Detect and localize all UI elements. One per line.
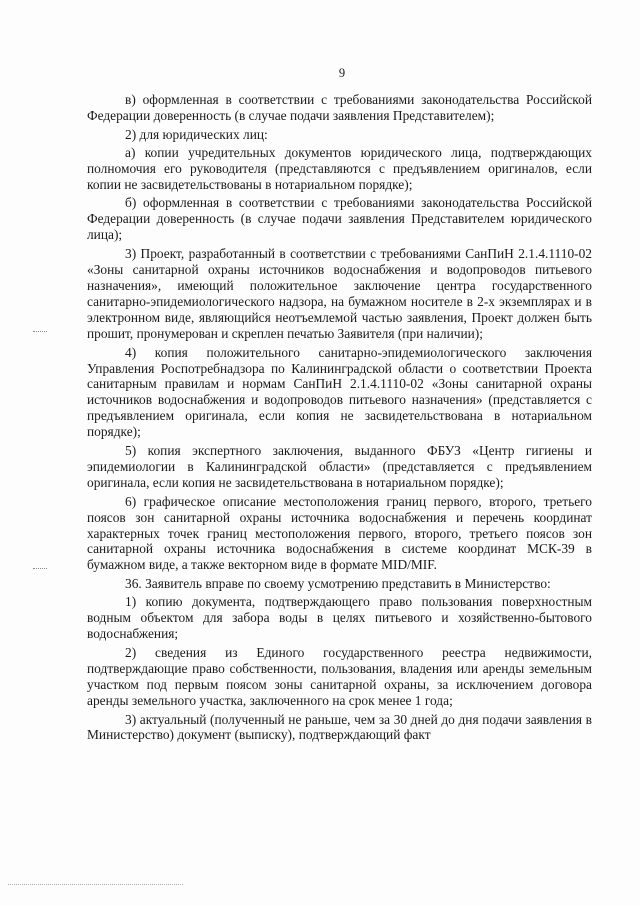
paragraph-legal-entities-heading: 2) для юридических лиц: [125,126,268,142]
paragraph-item-3-project: 3) Проект, разработанный в соответствии с требованиями СанПиН 2.1.4.1110-02 «Зоны санитарной охраны источников водоснабжения и водопроводов питьевого назначения», имеющий положительное заключение центра государственного санитарно-эпидемиологического надзора, на бумажном носителе в 2-х экземплярах и в электронном виде, являющийся неотъемлемой частью заявления, Проект должен быть прошит, пронумерован и скреплен печатью Заявителя (при наличии); [87,246,592,341]
paragraph-clause-36-item-1: 1) копию документа, подтверждающего право пользования поверхностным водным объектом для забора воды в целях питьевого и хозяйственно-бытового водоснабжения; [87,594,592,641]
margin-mark [33,331,47,335]
paragraph-item-v-power-of-attorney: в) оформленная в соответствии с требованиями законодательства Российской Федерации доверенность (в случае подачи заявления Представителем); [87,92,592,123]
paragraph-item-5-expert-conclusion: 5) копия экспертного заключения, выданного ФБУЗ «Центр гигиены и эпидемиологии в Калининградской области» (представляется с предъявлением оригинала, если копия не засвидетельствована в нотариальном порядке); [87,443,592,490]
paragraph-item-4-sanitary-conclusion: 4) копия положительного санитарно-эпидемиологического заключения Управления Роспотребнадзора по Калининградской области о соответствии Проекта санитарным правилам и нормам СанПиН 2.1.4.1110-02 «Зоны санитарной охраны источников водоснабжения и водопроводов питьевого назначения» (представляется с предъявлением оригинала, если копия не засвидетельствована в нотариальном порядке); [87,344,592,440]
paragraph-clause-36-item-3: 3) актуальный (полученный не раньше, чем за 30 дней до дня подачи заявления в Министерство) документ (выписку), подтверждающий факт [87,711,592,743]
paragraph-item-6-graphic-description: 6) графическое описание местоположения границ первого, второго, третьего поясов зон санитарной охраны источника водоснабжения и перечень координат характерных точек границ местоположения первого, второго, третьего поясов зон санитарной охраны источника водоснабжения в системе координат МСК-39 в бумажном виде, а также векторном виде в формате MID/MIF. [87,493,592,573]
paragraph-clause-36: 36. Заявитель вправе по своему усмотрению представить в Министерство: [125,576,551,592]
footer-mark [8,884,183,887]
paragraph-item-b-power-of-attorney: б) оформленная в соответствии с требованиями законодательства Российской Федерации доверенность (в случае подачи заявления Представителем юридического лица); [87,195,592,243]
paragraph-item-a-founding-documents: а) копии учредительных документов юридического лица, подтверждающих полномочия его руководителя (представляются с предъявлением оригиналов, если копии не засвидетельствованы в нотариальном порядке); [87,144,592,192]
page-number: 9 [338,66,346,80]
paragraph-clause-36-item-2: 2) сведения из Единого государственного реестра недвижимости, подтверждающие право собственности, пользования, владения или аренды земельным участком под первым поясом зоны санитарной охраны, за исключением договора аренды земельного участка, заключенного на срок менее 1 года; [87,644,592,708]
document-body [87,92,592,746]
margin-mark [33,568,47,572]
